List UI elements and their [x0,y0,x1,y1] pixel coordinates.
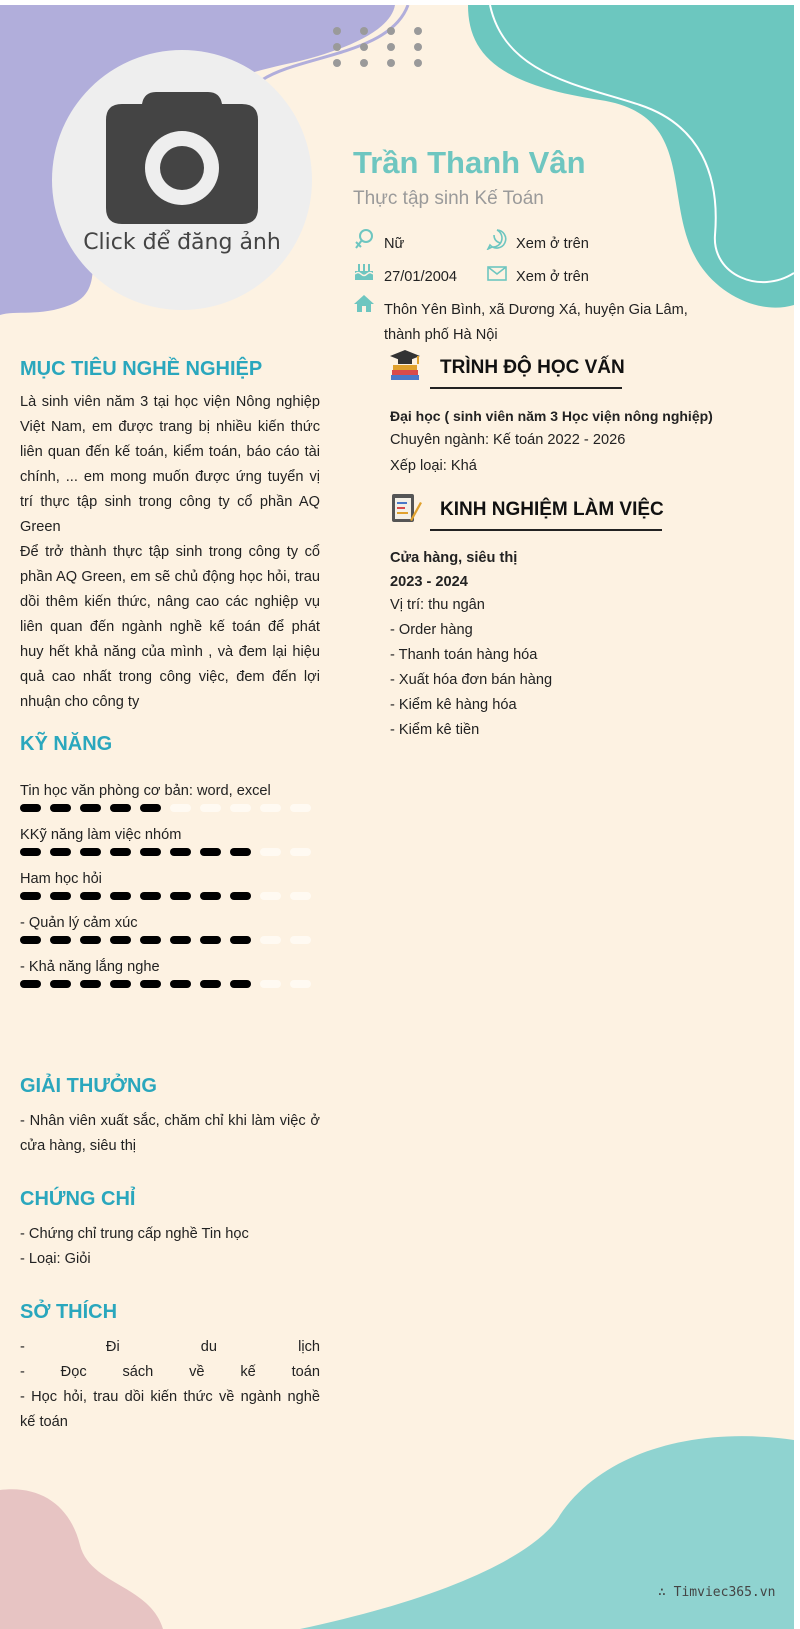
hobbies-title: SỞ THÍCH [20,1301,118,1323]
skill-dot-filled [200,980,221,988]
photo-upload[interactable] [52,50,312,310]
graduation-icon [388,348,422,382]
experience-company: Cửa hàng, siêu thị [390,550,518,566]
skill-dot-filled [140,804,161,812]
phone-icon [486,228,508,250]
skill-dot-filled [140,936,161,944]
skill-level-bar [20,978,330,990]
skill-dot-filled [200,936,221,944]
skill-dot-filled [140,980,161,988]
certificates-title: CHỨNG CHỈ [20,1188,136,1210]
skill-dot-filled [50,848,71,856]
objective-text [20,390,320,715]
skill-dot-filled [140,848,161,856]
skill-dot-empty [230,804,251,812]
skill-dot-filled [50,892,71,900]
certificate-line: - Chứng chỉ trung cấp nghề Tin học [20,1226,249,1242]
skill-dot-filled [110,804,131,812]
education-rank: Xếp loại: Khá [390,458,477,474]
skill-dot-empty [260,848,281,856]
objective-line: Green [20,519,61,535]
skill-dot-filled [50,936,71,944]
objective-line: Việt Nam, em được trang bị nhiều kiến thức [20,419,320,435]
objective-line: nhuận cho công ty [20,694,140,710]
experience-line: - Kiểm kê tiền [390,722,480,738]
skills-title: KỸ NĂNG [20,733,113,755]
skill-dot-empty [290,848,311,856]
email-icon [486,262,508,284]
skill-dot-empty [260,936,281,944]
objective-line: Để trở thành thực tập sinh trong công ty cổ [20,544,320,560]
education-underline [430,387,622,389]
skill-dot-filled [170,848,191,856]
objective-line: huy hết khả năng của mình , và đem lại hiệu [20,644,320,660]
award-line: - Nhân viên xuất sắc, chăm chỉ khi làm việc ở [20,1113,320,1129]
skill-label: - Khả năng lắng nghe [20,959,160,975]
skill-dot-filled [170,980,191,988]
skill-level-bar [20,846,330,858]
objective-line: dồi thêm kiến thức, nâng cao các nghiệp vụ [20,594,320,610]
objective-line: liên quan đến ngành nghề kế toán để phát [20,619,320,635]
skill-dot-empty [170,804,191,812]
experience-line: - Kiểm kê hàng hóa [390,697,517,713]
skill-dot-filled [110,980,131,988]
experience-line: Vị trí: thu ngân [390,597,485,613]
experience-period: 2023 - 2024 [390,574,468,590]
skill-level-bar [20,934,330,946]
birthday-cake-icon [353,260,375,282]
skill-label: - Quản lý cảm xúc [20,915,138,931]
gender-icon [353,228,375,250]
education-title: TRÌNH ĐỘ HỌC VẤN [440,357,625,378]
skill-dot-filled [110,936,131,944]
objective-line: chính, ... em mong muốn được ứng tuyển vị [20,469,320,485]
hobby-line: - Học hỏi, trau dồi kiến thức về ngành nghề [20,1389,320,1405]
skill-dot-filled [80,980,101,988]
skill-dot-filled [230,892,251,900]
hobbies-text [20,1335,320,1435]
skill-dot-filled [80,804,101,812]
objective-line: liên quan đến kế toán, kiểm toán, báo cáo tài [20,444,320,460]
skill-level-bar [20,890,330,902]
camera-icon [104,90,260,224]
awards-title: GIẢI THƯỞNG [20,1075,157,1097]
skill-dot-empty [260,980,281,988]
experience-underline [430,529,662,531]
skill-level-bar [20,802,330,814]
skill-dot-filled [110,892,131,900]
education-school: Đại học ( sinh viên năm 3 Học viện nông nghiệp) [390,408,713,424]
address-line-2: thành phố Hà Nội [384,327,498,343]
experience-details [390,593,770,743]
award-line: cửa hàng, siêu thị [20,1138,137,1154]
education-major: Chuyên ngành: Kế toán 2022 - 2026 [390,432,626,448]
skill-dot-empty [260,892,281,900]
home-icon [353,293,375,315]
email-value: Xem ở trên [516,269,589,285]
phone-value: Xem ở trên [516,236,589,252]
skill-label: Tin học văn phòng cơ bản: word, excel [20,783,271,799]
experience-line: - Order hàng [390,622,473,638]
objective-line: Là sinh viên năm 3 tại học viện Nông nghiệp [20,394,320,410]
work-clipboard-icon [388,490,422,524]
awards-text [20,1109,320,1159]
certificate-line: - Loại: Giỏi [20,1251,91,1267]
skill-dot-filled [80,936,101,944]
candidate-name: Trần Thanh Vân [353,145,586,180]
skill-dot-filled [50,980,71,988]
skill-dot-empty [290,804,311,812]
skill-dot-filled [80,892,101,900]
skill-label: KKỹ năng làm việc nhóm [20,827,182,843]
skill-dot-filled [200,892,221,900]
photo-upload-label: Click để đăng ảnh [83,230,281,255]
skill-dot-filled [50,804,71,812]
objective-line: phần AQ Green, em sẽ chủ động học hỏi, trau [20,569,320,585]
skill-dot-filled [170,936,191,944]
skill-dot-empty [200,804,221,812]
objective-line: trí thực tập sinh trong công ty cổ phần AQ [20,494,320,510]
experience-line: - Thanh toán hàng hóa [390,647,538,663]
skill-dot-filled [230,848,251,856]
skill-dot-empty [290,980,311,988]
objective-title: MỤC TIÊU NGHỀ NGHIỆP [20,358,263,380]
skill-dot-filled [80,848,101,856]
skill-dot-empty [290,892,311,900]
skill-dot-filled [20,936,41,944]
cv-page [0,5,794,1629]
certificates-text [20,1222,320,1272]
candidate-role: Thực tập sinh Kế Toán [353,188,544,209]
hobby-line: - Đọc sách về kế toán [20,1364,320,1380]
skill-dot-filled [230,936,251,944]
skill-dot-filled [170,892,191,900]
dot-pattern [328,21,424,71]
skill-label: Ham học hỏi [20,871,102,887]
skill-dot-filled [200,848,221,856]
gender-value: Nữ [384,236,405,252]
brand-watermark: ∴ Timviec365.vn [658,1585,776,1600]
hobby-line: kế toán [20,1414,68,1430]
skill-dot-empty [290,936,311,944]
skill-dot-filled [110,848,131,856]
objective-line: quả cao nhất trong công việc, đem đến lợi [20,669,320,685]
skill-dot-filled [20,892,41,900]
hobby-line: - Đi du lịch [20,1339,320,1355]
skill-dot-filled [140,892,161,900]
skill-dot-filled [20,980,41,988]
birthdate-value: 27/01/2004 [384,269,458,285]
skill-dot-filled [230,980,251,988]
address-line-1: Thôn Yên Bình, xã Dương Xá, huyện Gia Lâm, [384,302,688,318]
experience-line: - Xuất hóa đơn bán hàng [390,672,553,688]
skill-dot-filled [20,848,41,856]
skill-dot-filled [20,804,41,812]
experience-title: KINH NGHIỆM LÀM VIỆC [440,499,664,520]
skill-dot-empty [260,804,281,812]
